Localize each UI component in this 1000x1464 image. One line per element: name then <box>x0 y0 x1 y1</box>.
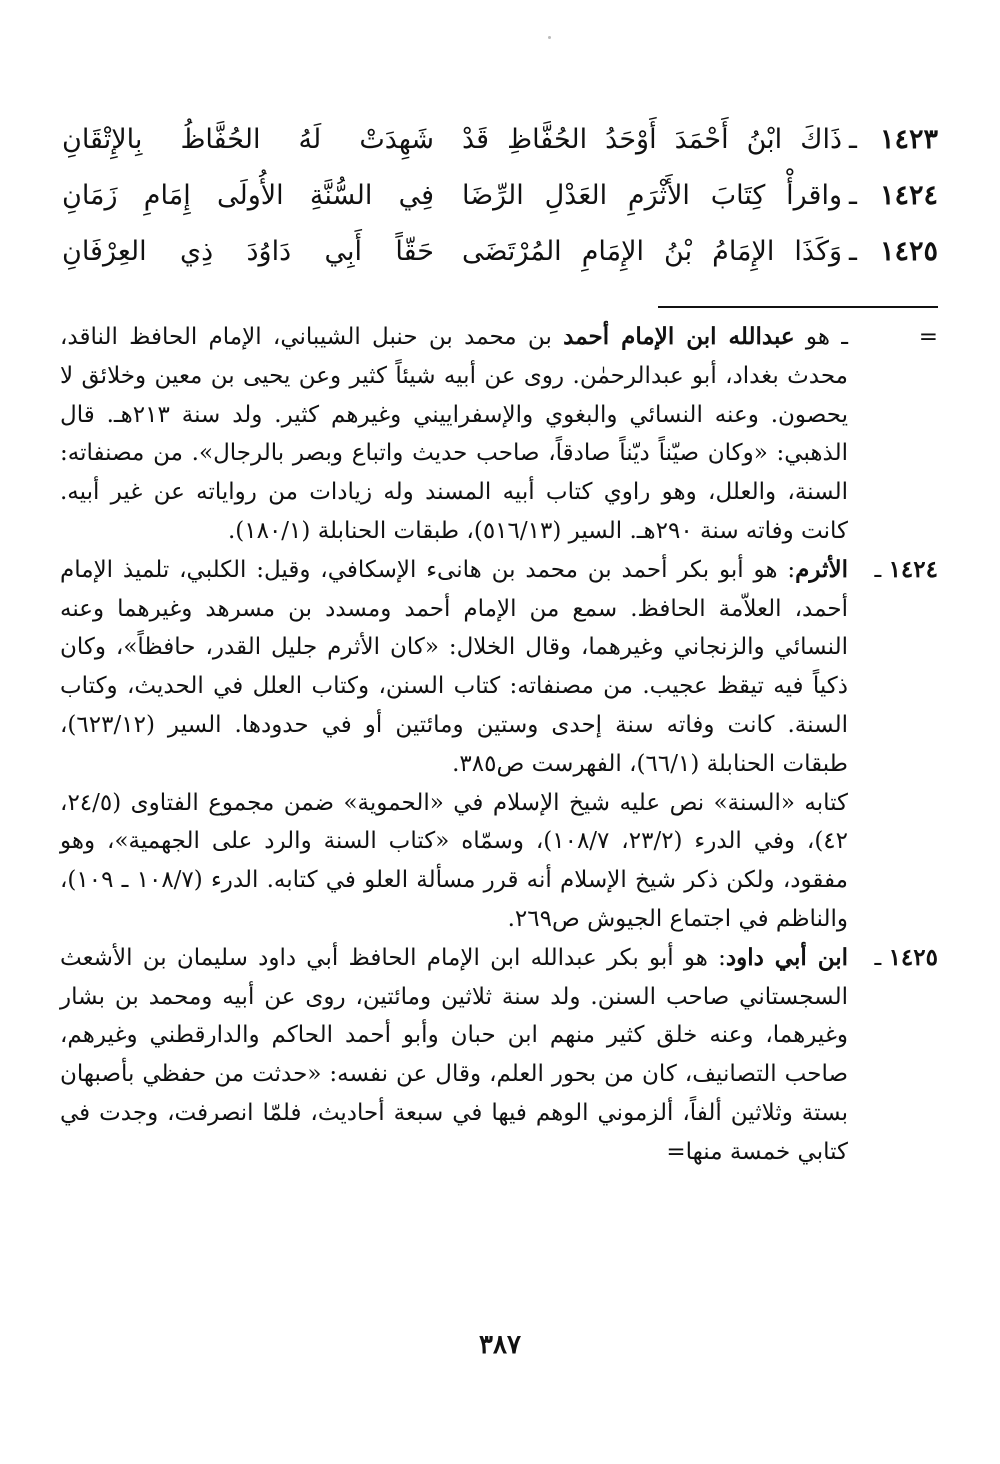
verse-number: ١٤٢٣ <box>879 124 938 155</box>
footnote-text: : هو أبو بكر أحمد بن محمد بن هانىء الإسكافي، وقيل: الكلبي، تلميذ الإمام أحمد، العلاّمة الحافظ. سمع من الإمام أحمد ومسدد بن مسرهد وغيرهما وعنه النسائي والزنجاني وغيرهما، وقال الخلال: «كان الأثرم جليل القدر، حافظاً»، وكان ذكياً فيه تيقظ عجيب. من مصنفاته: كتاب السنن، وكتاب العلل في الحديث، وكتاب السنة. كانت وفاته سنة إحدى وستين ومائتين أو في حدودها. السير (٦٢٣/١٢)، طبقات الحنابلة (٦٦/١)، الفهرست ص٣٨٥. <box>60 556 848 777</box>
verse-dash: ـ <box>849 236 857 267</box>
verse-block <box>58 112 938 280</box>
scan-speck <box>548 36 551 39</box>
verse-second-hemistich: شَهِدَتْ لَهُ الحُفَّاظُ بِالإِتْقَانِ <box>62 124 434 155</box>
footnote-lead: ـ هو <box>794 324 848 350</box>
footnote-text: : هو أبو بكر عبدالله ابن الإمام الحافظ أبي داود سليمان بن الأشعث السجستاني صاحب السنن. ولد سنة ثلاثين ومائتين، روى عن أبيه ومحمد بن بشار وغيرهما، وعنه خلق كثير منهم ابن حبان وأبو أحمد الحاكم والدارقطني وغيرهم، صاحب التصانيف، كان من بحور العلم، وقال عن نفسه: «حدثت من حفظي بأصبهان بستة وثلاثين ألفاً، ألزموني الوهم فيها في سبعة أحاديث، فلمّا انصرفت، وجدت في كتابي خمسة منها= <box>60 944 848 1165</box>
verse-line <box>58 112 938 168</box>
verse-number: ١٤٢٥ <box>879 236 938 267</box>
verse-line <box>58 224 938 280</box>
verse-second-hemistich: حَقّاً أَبِي دَاوُدَ ذِي العِرْفَانِ <box>62 236 434 267</box>
footnotes <box>60 318 938 1172</box>
footnote-name: عبدالله ابن الإمام أحمد <box>563 323 795 350</box>
footnote-name: ابن أبي داود <box>725 943 848 971</box>
footnote-1425 <box>60 939 938 1172</box>
footnote-text: بن محمد بن حنبل الشيباني، الإمام الحافظ الناقد، محدث بغداد، أبو عبدالرحمٰن. روى عن أبيه شيئاً كثير وعن يحيى بن معين وخلائق لا يحصون. وعنه النسائي والبغوي والإسفراييني وغيرهم كثير. ولد سنة ٢١٣هـ. قال الذهبي: «وكان صيّناً ديّناً صادقاً، صاحب حديث واتباع وبصر بالرجال». من مصنفاته: السنة، والعلل، وهو راوي كتاب أبيه المسند وله زيادات من رواياته عن غير أبيه. كانت وفاته سنة ٢٩٠هـ. السير (٥١٦/١٣)، طبقات الحنابلة (١٨٠/١). <box>60 324 849 544</box>
footnote-name: الأثرم <box>795 555 848 583</box>
verse-dash: ـ <box>849 124 857 155</box>
verse-line <box>58 168 938 224</box>
footnote-body <box>60 551 848 784</box>
footnote-marker <box>848 939 938 978</box>
verse-second-hemistich: فِي السُّنَّةِ الأُولَى إِمَامِ زَمَانِ <box>62 180 434 211</box>
footnote-marker <box>848 551 938 590</box>
footnote-body <box>60 939 848 1172</box>
footnote-body <box>60 318 848 551</box>
verse-dash: ـ <box>849 180 857 211</box>
footnote-separator <box>658 306 938 308</box>
continuation-sign: = <box>918 324 938 350</box>
footnote-dash: ـ <box>874 556 889 583</box>
continuation-marker <box>848 318 938 357</box>
footnote-number: ١٤٢٥ <box>888 943 938 971</box>
footnote-1423-continued <box>60 318 938 551</box>
footnote-number: ١٤٢٤ <box>888 555 938 583</box>
verse-first-hemistich: وَكَذَا الإِمَامُ بْنُ الإِمَامِ المُرْتَضَى <box>462 236 842 267</box>
footnote-1424-continuation: كتابه «السنة» نص عليه شيخ الإسلام في «الحموية» ضمن مجموع الفتاوى (٢٤/٥، ٤٢)، وفي الدرء (٢٣/٢، ١٠٨/٧)، وسمّاه «كتاب السنة والرد على الجهمية»، وهو مفقود، ولكن ذكر شيخ الإسلام أنه قرر مسألة العلو في كتابه. الدرء (١٠٨/٧ ـ ١٠٩)، والناظم في اجتماع الجيوش ص٢٦٩. <box>60 789 849 932</box>
footnote-1424 <box>60 551 938 784</box>
verse-first-hemistich: واقرأْ كِتَابَ الأَثْرَمِ العَدْلِ الرِّضَا <box>462 180 842 211</box>
verse-first-hemistich: ذَاكَ ابْنُ أَحْمَدَ أَوْحَدُ الحُفَّاظِ قَدْ <box>462 124 842 155</box>
page-number: ٣٨٧ <box>479 1330 521 1360</box>
verse-number: ١٤٢٤ <box>879 180 938 211</box>
footnote-dash: ـ <box>874 944 889 971</box>
